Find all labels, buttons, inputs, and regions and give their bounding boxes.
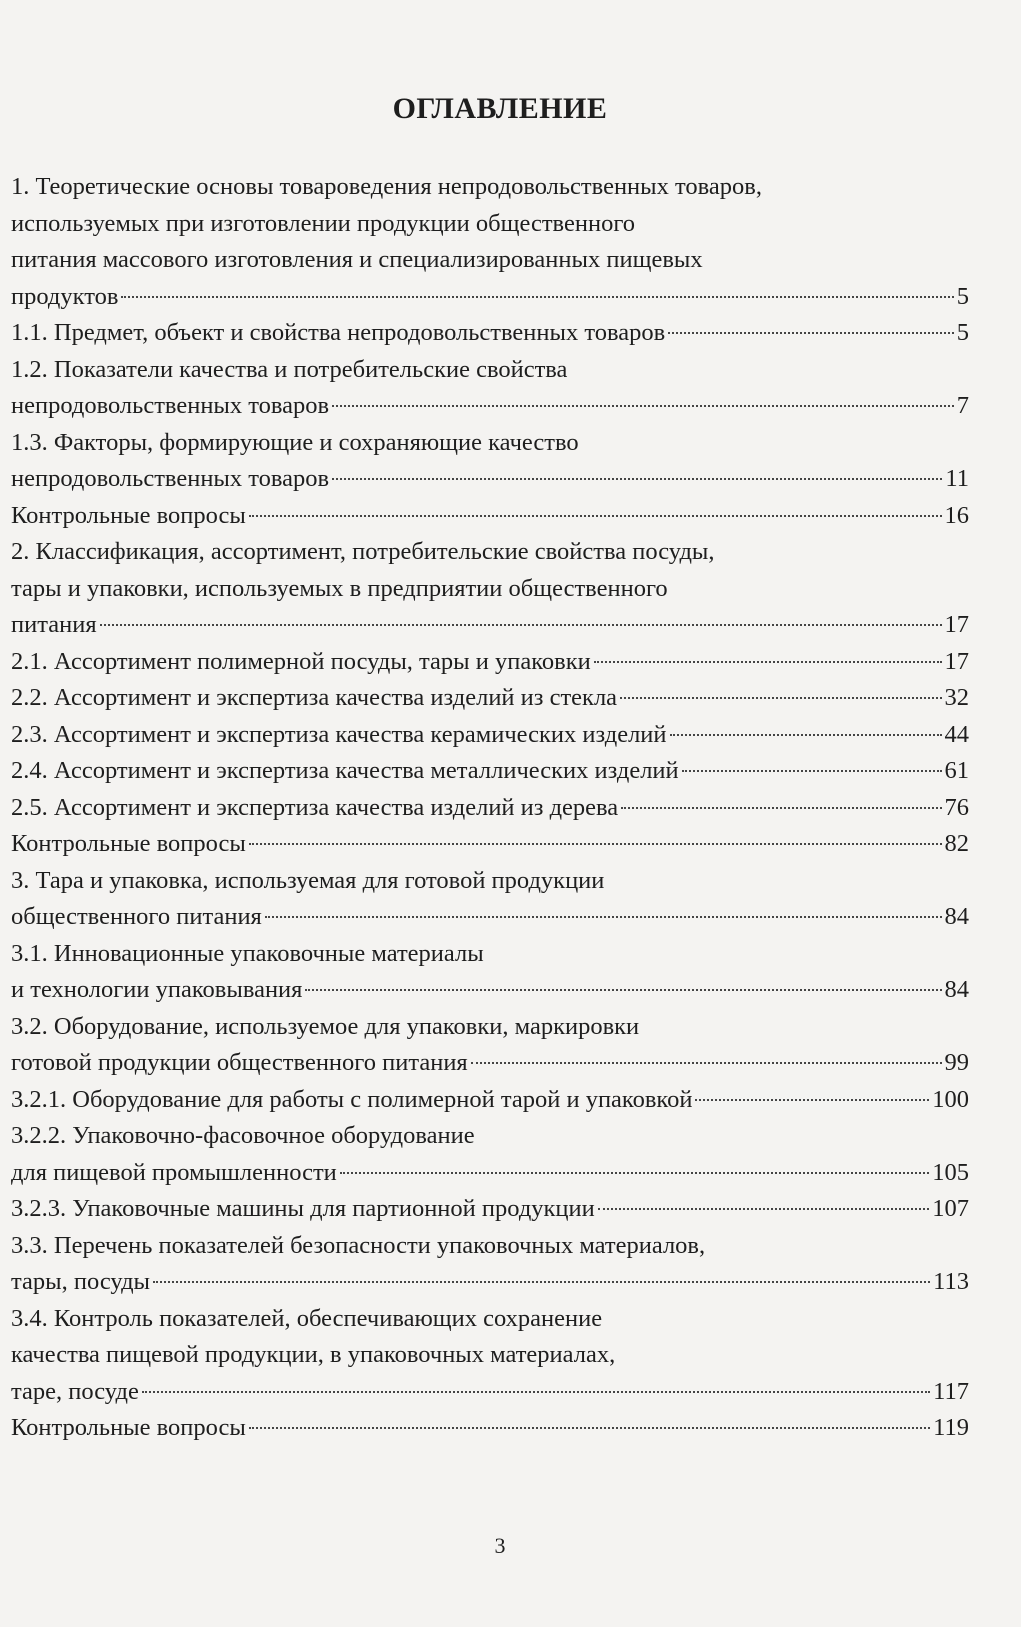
dot-leader xyxy=(265,916,942,918)
dot-leader xyxy=(249,515,942,517)
toc-entry xyxy=(11,1410,969,1447)
toc-entry-last-line xyxy=(11,1155,969,1192)
toc-entry-text-line: 3.2.1. Оборудование для работы с полимерной тарой и упаковкой xyxy=(11,1085,693,1113)
toc-entry-last-line xyxy=(11,279,969,316)
toc-entry-page: 117 xyxy=(933,1377,969,1405)
toc-entry-page: 7 xyxy=(956,392,969,419)
toc-entry-last-line xyxy=(11,1264,969,1301)
dot-leader xyxy=(594,661,942,663)
dot-leader xyxy=(598,1208,929,1210)
toc-entry xyxy=(11,790,969,827)
dot-leader xyxy=(305,989,941,991)
toc-entry xyxy=(11,826,969,863)
toc-entry-text-line: 1.1. Предмет, объект и свойства непродовольственных товаров xyxy=(11,319,666,346)
toc-entry-text-line: качества пищевой продукции, в упаковочных материалах, xyxy=(11,1341,616,1368)
toc-entry-text-line: питания xyxy=(11,611,97,638)
toc-entry xyxy=(11,425,969,498)
toc-entry-text-line: 2.4. Ассортимент и экспертиза качества металлических изделий xyxy=(11,757,679,784)
toc-entry-page: 76 xyxy=(944,793,969,821)
toc-entry-text-line: Контрольные вопросы xyxy=(11,1414,246,1441)
toc-entry-last-line xyxy=(11,753,969,790)
toc-entry-text-line: 2.5. Ассортимент и экспертиза качества изделий из дерева xyxy=(11,793,619,821)
toc-entry-last-line xyxy=(11,899,969,936)
toc-entry-page: 5 xyxy=(956,319,969,346)
toc-entry xyxy=(11,936,969,1009)
dot-leader xyxy=(682,770,942,772)
dot-leader xyxy=(153,1281,930,1283)
toc-entry-last-line xyxy=(11,461,969,498)
toc-entry-text-line: 3.2. Оборудование, используемое для упаковки, маркировки xyxy=(11,1012,640,1040)
table-of-contents xyxy=(11,169,969,1447)
toc-entry xyxy=(11,534,969,644)
toc-entry-page: 17 xyxy=(944,611,969,638)
toc-entry-page: 82 xyxy=(944,830,969,857)
toc-entry xyxy=(11,1228,969,1301)
toc-entry-page: 107 xyxy=(932,1195,969,1222)
toc-entry-text-line: непродовольственных товаров xyxy=(11,465,330,492)
toc-entry xyxy=(11,753,969,790)
dot-leader xyxy=(249,843,942,845)
toc-entry-text-line: 3.4. Контроль показателей, обеспечивающих сохранение xyxy=(11,1304,603,1332)
toc-entry-page: 119 xyxy=(933,1414,969,1441)
toc-entry-text-line: готовой продукции общественного питания xyxy=(11,1049,468,1076)
toc-entry-page: 44 xyxy=(944,720,969,748)
toc-entry xyxy=(11,1082,969,1119)
toc-entry-page: 32 xyxy=(944,684,969,711)
toc-entry-text-line: и технологии упаковывания xyxy=(11,976,303,1003)
toc-entry-last-line xyxy=(11,972,969,1009)
toc-entry-last-line xyxy=(11,388,969,425)
toc-entry-page: 99 xyxy=(944,1049,969,1076)
page-number: 3 xyxy=(494,1533,506,1558)
toc-entry-text-line: Контрольные вопросы xyxy=(11,830,246,857)
dot-leader xyxy=(332,405,954,407)
toc-entry-text-line: 3.2.3. Упаковочные машины для партионной продукции xyxy=(11,1195,595,1222)
toc-entry-text-line: 2.3. Ассортимент и экспертиза качества керамических изделий xyxy=(11,720,667,748)
dot-leader xyxy=(100,624,942,626)
toc-entry-page: 11 xyxy=(945,465,969,492)
toc-entry-text-line: 3.1. Инновационные упаковочные материалы xyxy=(11,939,484,967)
toc-entry-text-line: 2.2. Ассортимент и экспертиза качества изделий из стекла xyxy=(11,684,618,711)
toc-entry-page: 16 xyxy=(944,501,969,529)
toc-entry-text-line: 2. Классификация, ассортимент, потребительские свойства посуды, xyxy=(11,538,715,565)
toc-entry-last-line xyxy=(11,1191,969,1228)
toc-entry-text-line: непродовольственных товаров xyxy=(11,392,330,419)
toc-entry-last-line xyxy=(11,1374,969,1411)
toc-entry-last-line xyxy=(11,498,969,535)
toc-entry-page: 17 xyxy=(944,647,969,675)
dot-leader xyxy=(332,478,942,480)
dot-leader xyxy=(142,1391,930,1393)
toc-entry-text-line: 3. Тара и упаковка, используемая для готовой продукции xyxy=(11,866,605,894)
toc-entry-text-line: тары и упаковки, используемых в предприятии общественного xyxy=(11,574,668,602)
toc-entry xyxy=(11,1009,969,1082)
toc-entry-text-line: продуктов xyxy=(11,282,119,310)
toc-entry-text-line: тары, посуды xyxy=(11,1268,150,1295)
toc-entry-text-line: таре, посуде xyxy=(11,1377,139,1405)
toc-entry-last-line xyxy=(11,644,969,681)
toc-entry xyxy=(11,1301,969,1411)
toc-entry-last-line xyxy=(11,790,969,827)
toc-entry-last-line xyxy=(11,680,969,717)
toc-entry xyxy=(11,863,969,936)
toc-entry-text-line: питания массового изготовления и специализированных пищевых xyxy=(11,246,703,273)
toc-entry xyxy=(11,644,969,681)
toc-entry-page: 105 xyxy=(932,1158,969,1186)
toc-entry xyxy=(11,352,969,425)
toc-entry-text-line: 3.3. Перечень показателей безопасности упаковочных материалов, xyxy=(11,1231,706,1259)
dot-leader xyxy=(121,296,953,298)
toc-entry-last-line xyxy=(11,1082,969,1119)
dot-leader xyxy=(668,332,954,334)
toc-entry-page: 84 xyxy=(944,976,969,1003)
dot-leader xyxy=(340,1172,929,1174)
toc-entry-text-line: 1. Теоретические основы товароведения непродовольственных товаров, xyxy=(11,173,762,200)
toc-entry-page: 61 xyxy=(944,757,969,784)
toc-entry-text-line: общественного питания xyxy=(11,903,262,930)
toc-entry xyxy=(11,1191,969,1228)
page-title: ОГЛАВЛЕНИЕ xyxy=(392,92,608,125)
toc-entry-text-line: используемых при изготовлении продукции общественного xyxy=(11,209,636,237)
toc-entry-text-line: 1.3. Факторы, формирующие и сохраняющие качество xyxy=(11,428,579,456)
dot-leader xyxy=(670,734,942,736)
dot-leader xyxy=(695,1099,929,1101)
toc-entry-last-line xyxy=(11,315,969,352)
toc-entry xyxy=(11,680,969,717)
toc-entry-last-line xyxy=(11,717,969,754)
toc-entry xyxy=(11,717,969,754)
toc-entry xyxy=(11,315,969,352)
toc-entry-text-line: Контрольные вопросы xyxy=(11,501,246,529)
toc-entry-page: 5 xyxy=(956,282,969,310)
dot-leader xyxy=(620,697,941,699)
toc-entry xyxy=(11,169,969,315)
toc-entry-page: 84 xyxy=(944,903,969,930)
toc-entry xyxy=(11,498,969,535)
dot-leader xyxy=(471,1062,942,1064)
dot-leader xyxy=(249,1427,930,1429)
toc-entry xyxy=(11,1118,969,1191)
toc-entry-last-line xyxy=(11,1410,969,1447)
toc-entry-text-line: 2.1. Ассортимент полимерной посуды, тары и упаковки xyxy=(11,647,591,675)
toc-entry-page: 113 xyxy=(933,1268,969,1295)
toc-entry-text-line: 1.2. Показатели качества и потребительские свойства xyxy=(11,355,568,383)
toc-entry-text-line: 3.2.2. Упаковочно-фасовочное оборудование xyxy=(11,1122,475,1149)
toc-entry-last-line xyxy=(11,1045,969,1082)
toc-entry-last-line xyxy=(11,826,969,863)
toc-entry-last-line xyxy=(11,607,969,644)
toc-entry-page: 100 xyxy=(932,1085,969,1113)
dot-leader xyxy=(621,807,941,809)
toc-entry-text-line: для пищевой промышленности xyxy=(11,1158,337,1186)
